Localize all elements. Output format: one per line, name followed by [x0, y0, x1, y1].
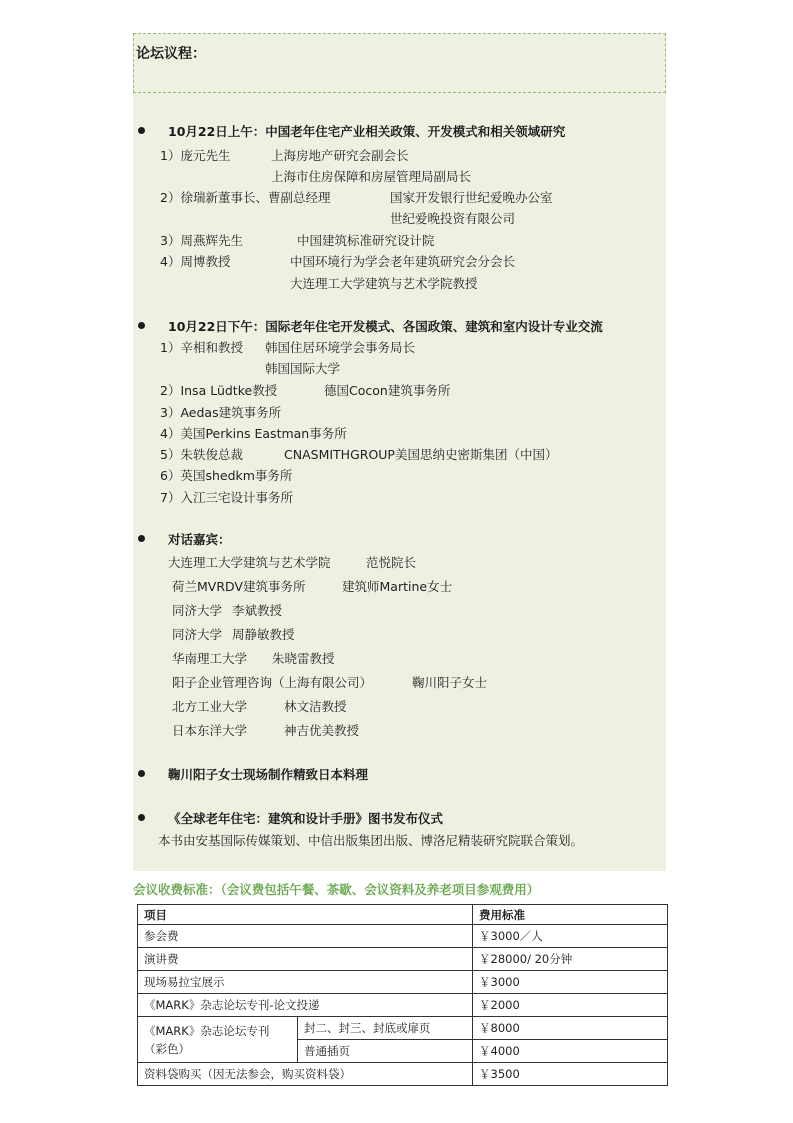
page-title: 论坛议程：: [136, 46, 206, 62]
header-item: 项目: [138, 905, 473, 925]
bullet-icon: [138, 127, 145, 134]
fee-price: ￥3000／人: [473, 925, 668, 948]
afternoon-line: 3）Aedas建筑事务所: [160, 405, 282, 420]
table-row: [138, 971, 668, 994]
afternoon-line: 5）朱轶俊总裁 CNASMITHGROUP美国思纳史密斯集团（中国）: [160, 447, 558, 462]
table-header-row: [138, 905, 668, 925]
fee-item: 演讲费: [138, 948, 473, 971]
fee-table: [137, 904, 668, 1086]
guest-line: 荷兰MVRDV建筑事务所 建筑师Martine女士: [172, 579, 453, 594]
afternoon-line: 4）美国Perkins Eastman事务所: [160, 426, 347, 441]
cooking-heading: 鞠川阳子女士现场制作精致日本料理: [168, 767, 369, 782]
guest-line: 北方工业大学 林文洁教授: [172, 699, 347, 714]
morning-line: 4）周博教授 中国环境行为学会老年建筑研究会分会长: [160, 254, 516, 269]
guest-line: 华南理工大学 朱晓雷教授: [172, 651, 335, 666]
fee-item: 参会费: [138, 925, 473, 948]
afternoon-line: 1）辛相和教授 韩国住居环境学会事务局长: [160, 340, 416, 355]
fee-price: ￥4000: [473, 1040, 668, 1063]
afternoon-heading: 10月22日下午：国际老年住宅开发模式、各国政策、建筑和室内设计专业交流: [168, 319, 603, 334]
book-heading: 《全球老年住宅：建筑和设计手册》图书发布仪式: [168, 811, 444, 826]
fee-price: ￥28000/ 20分钟: [473, 948, 668, 971]
book-note: 本书由安基国际传媒策划、中信出版集团出版、博洛尼精装研究院联合策划。: [158, 833, 584, 848]
afternoon-line: 6）英国shedkm事务所: [160, 468, 293, 483]
fee-price: ￥2000: [473, 994, 668, 1017]
fee-item: 《MARK》杂志论坛专刊（彩色）: [138, 1017, 298, 1063]
afternoon-line: 7）入江三宅设计事务所: [160, 490, 293, 505]
fee-item: 现场易拉宝展示: [138, 971, 473, 994]
fee-title: 会议收费标准：（会议费包括午餐、茶歇、会议资料及养老项目参观费用）: [133, 882, 540, 897]
dialogue-heading: 对话嘉宾：: [168, 532, 231, 547]
table-row: [138, 994, 668, 1017]
morning-line: 1）庞元先生 上海房地产研究会副会长: [160, 148, 409, 163]
morning-line: 2）徐瑞新董事长、曹副总经理 国家开发银行世纪爱晚办公室: [160, 190, 553, 205]
title-box: [133, 33, 666, 93]
table-row: [138, 1017, 668, 1040]
guest-line: 大连理工大学建筑与艺术学院 范悦院长: [168, 555, 417, 570]
morning-line: 3）周燕辉先生 中国建筑标准研究设计院: [160, 233, 435, 248]
bullet-icon: [138, 535, 145, 542]
afternoon-line: 2）Insa Lüdtke教授 德国Cocon建筑事务所: [160, 383, 451, 398]
fee-subitem: 封二、封三、封底或扉页: [298, 1017, 473, 1040]
header-price: 费用标准: [473, 905, 668, 925]
fee-subitem: 普通插页: [298, 1040, 473, 1063]
guest-line: 同济大学 李斌教授: [172, 603, 283, 618]
bullet-icon: [138, 770, 145, 777]
bullet-icon: [138, 814, 145, 821]
fee-item: 资料袋购买（因无法参会，购买资料袋）: [138, 1063, 473, 1086]
fee-price: ￥3500: [473, 1063, 668, 1086]
guest-line: 日本东洋大学 神吉优美教授: [172, 723, 360, 738]
fee-price: ￥8000: [473, 1017, 668, 1040]
morning-heading: 10月22日上午：中国老年住宅产业相关政策、开发模式和相关领域研究: [168, 124, 566, 139]
fee-item: 《MARK》杂志论坛专刊-论文投递: [138, 994, 473, 1017]
table-row: [138, 1063, 668, 1086]
guest-line: 阳子企业管理咨询（上海有限公司） 鞠川阳子女士: [172, 675, 488, 690]
guest-line: 同济大学 周静敏教授: [172, 627, 295, 642]
table-row: [138, 948, 668, 971]
fee-price: ￥3000: [473, 971, 668, 994]
table-row: [138, 925, 668, 948]
bullet-icon: [138, 322, 145, 329]
